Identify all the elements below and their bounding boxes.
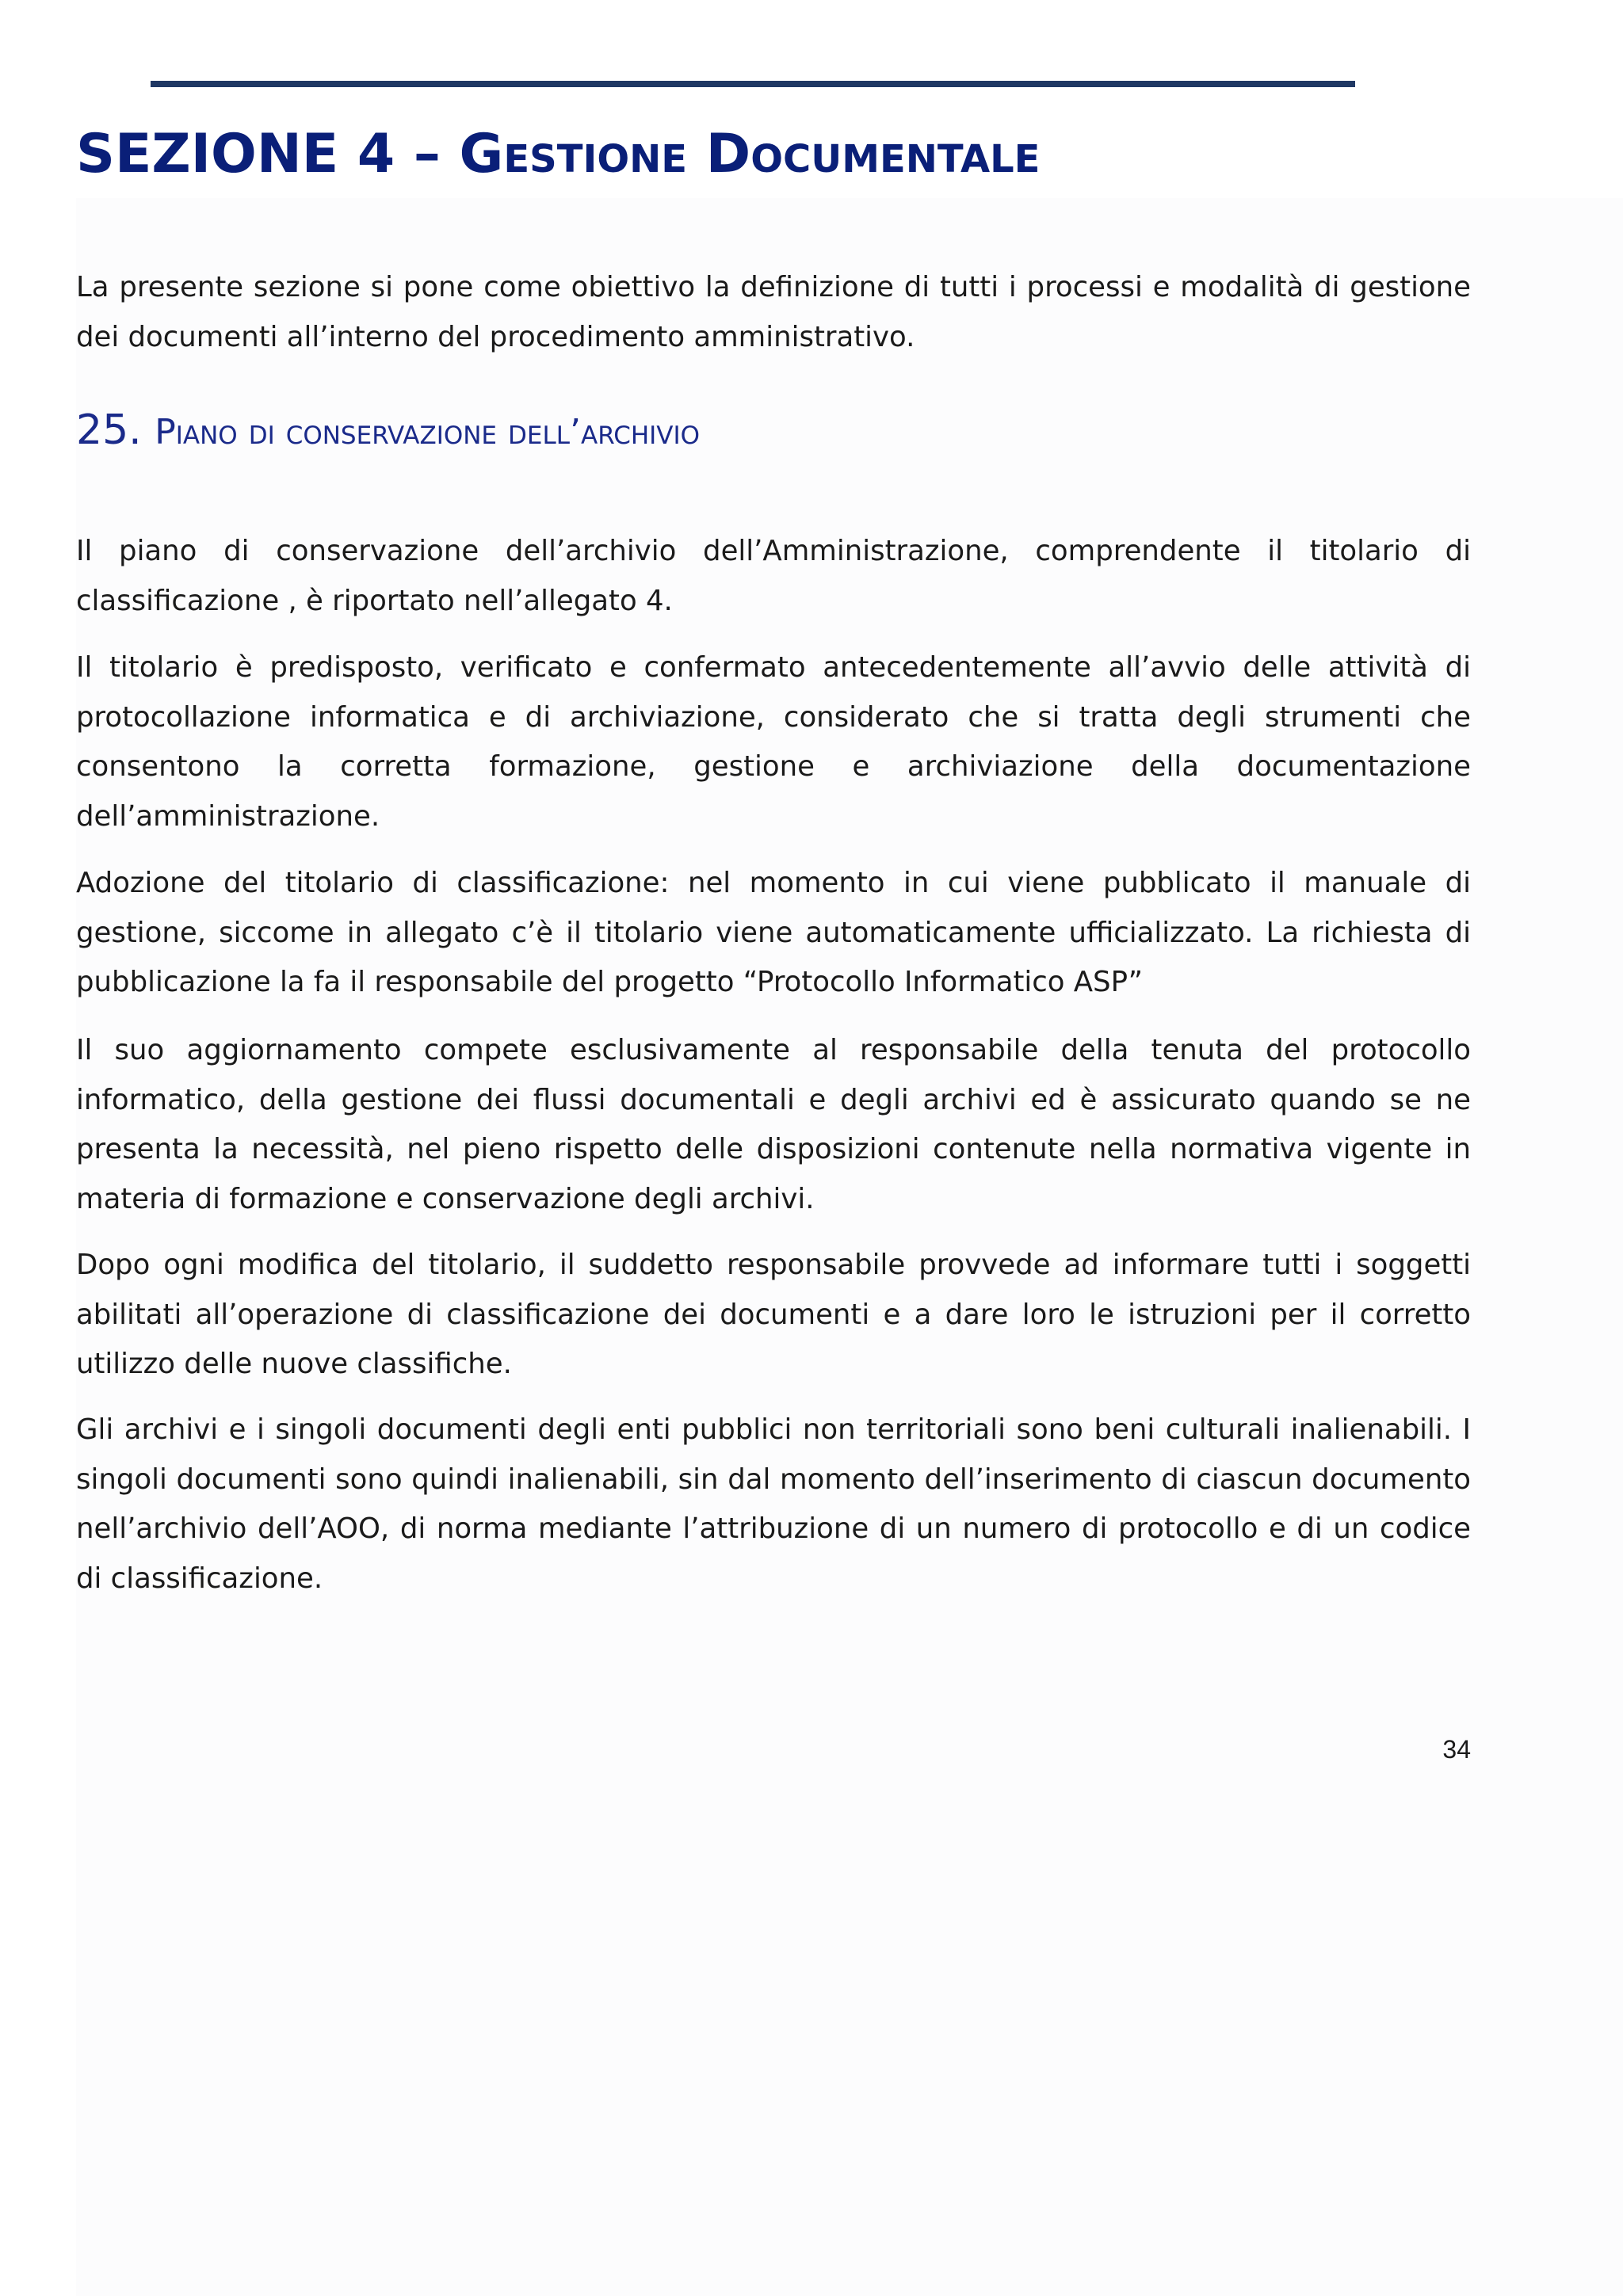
heading-number: 25.	[76, 406, 142, 454]
page-number: 34	[1442, 1735, 1471, 1764]
body-paragraph-3: Adozione del titolario di classificazione: nel momento in cui viene pubblicato il manuale di gestione, siccome in allegato c’è il titolario viene automaticamente ufficializzato. La richiesta di pubblicazione la fa il responsabile del progetto “Protocollo Informatico ASP”	[76, 867, 1471, 998]
body-paragraph-6: Gli archivi e i singoli documenti degli enti pubblici non territoriali sono beni culturali inalienabili. I singoli documenti sono quindi inalienabili, sin dal momento dell’inserimento di ciascun documento nell’archivio dell’AOO, di norma mediante l’attribuzione di un numero di protocollo e di un codice di classificazione.	[76, 1413, 1471, 1595]
body-paragraph-2: Il titolario è predisposto, verificato e confermato antecedentemente all’avvio delle attività di protocollazione informatica e di archiviazione, considerato che si tratta degli strumenti che consentono la corretta formazione, gestione e archiviazione della documentazione dell’amministrazione.	[76, 651, 1471, 833]
heading-title: Piano di conservazione dell’archivio	[155, 412, 701, 452]
intro-paragraph: La presente sezione si pone come obiettivo la definizione di tutti i processi e modalità di gestione dei documenti all’interno del procedimento amministrativo.	[76, 271, 1471, 353]
header-rule	[151, 81, 1355, 87]
body-paragraph-5: Dopo ogni modifica del titolario, il suddetto responsabile provvede ad informare tutti i soggetti abilitati all’operazione di classificazione dei documenti e a dare loro le istruzioni per il corretto utilizzo delle nuove classifiche.	[76, 1249, 1471, 1380]
body-paragraph-4: Il suo aggiornamento compete esclusivamente al responsabile della tenuta del protocollo informatico, della gestione dei flussi documentali e degli archivi ed è assicurato quando se ne presenta la necessità, nel pieno rispetto delle disposizioni contenute nella normativa vigente in materia di formazione e conservazione degli archivi.	[76, 1034, 1471, 1215]
section-heading	[76, 404, 1518, 459]
section-title: SEZIONE 4 – Gestione Documentale	[76, 123, 1041, 185]
body-paragraph-1: Il piano di conservazione dell’archivio dell’Amministrazione, comprendente il titolario di classificazione , è riportato nell’allegato 4.	[76, 535, 1471, 617]
